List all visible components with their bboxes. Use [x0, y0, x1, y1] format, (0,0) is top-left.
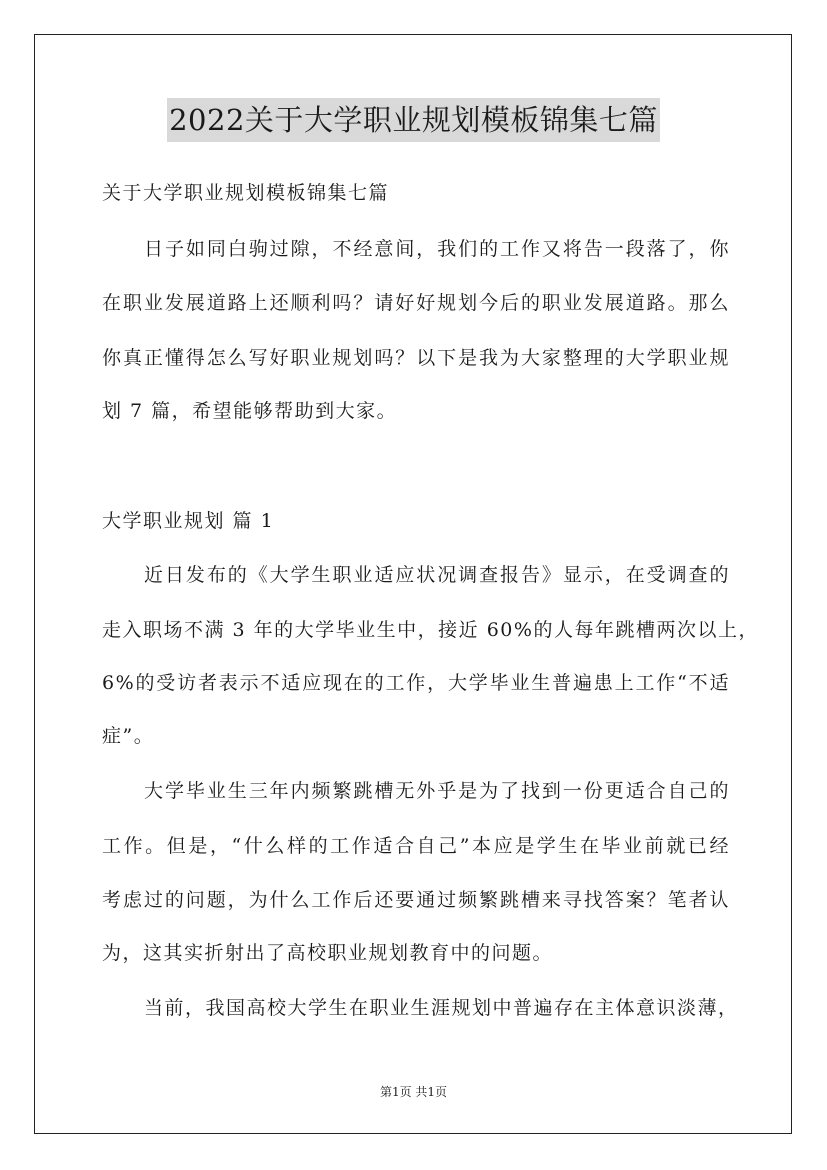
document-title-text: 2022关于大学职业规划模板锦集七篇 — [167, 98, 660, 142]
intro-line-1: 日子如同白驹过隙，不经意间，我们的工作又将告一段落了，你 — [144, 238, 730, 260]
paragraph2-line-3: 考虑过的问题，为什么工作后还要通过频繁跳槽来寻找答案？笔者认 — [102, 889, 730, 911]
document-subtitle: 关于大学职业规划模板锦集七篇 — [102, 182, 390, 204]
paragraph2-line-2: 工作。但是，“什么样的工作适合自己”本应是学生在毕业前就已经 — [102, 835, 730, 857]
paragraph1-line-1: 近日发布的《大学生职业适应状况调查报告》显示，在受调查的 — [144, 564, 730, 586]
intro-line-2: 在职业发展道路上还顺利吗？请好好规划今后的职业发展道路。那么 — [102, 292, 730, 314]
section-heading: 大学职业规划 篇 1 — [102, 510, 275, 532]
paragraph3-line-1: 当前，我国高校大学生在职业生涯规划中普遍存在主体意识淡薄， — [144, 997, 739, 1019]
document-title — [0, 98, 827, 142]
paragraph1-line-3: 6%的受访者表示不适应现在的工作，大学毕业生普遍患上工作“不适 — [102, 672, 730, 694]
intro-line-4: 划 7 篇，希望能够帮助到大家。 — [102, 400, 398, 422]
paragraph1-line-4: 症”。 — [102, 725, 155, 747]
page-number-footer: 第1页 共1页 — [379, 1085, 448, 1099]
intro-line-3: 你真正懂得怎么写好职业规划吗？以下是我为大家整理的大学职业规 — [102, 347, 730, 369]
paragraph1-line-2: 走入职场不满 3 年的大学毕业生中，接近 60%的人每年跳槽两次以上， — [102, 619, 759, 641]
paragraph2-line-4: 为，这其实折射出了高校职业规划教育中的问题。 — [102, 942, 554, 964]
paragraph2-line-1: 大学毕业生三年内频繁跳槽无外乎是为了找到一份更适合自己的 — [144, 780, 730, 802]
